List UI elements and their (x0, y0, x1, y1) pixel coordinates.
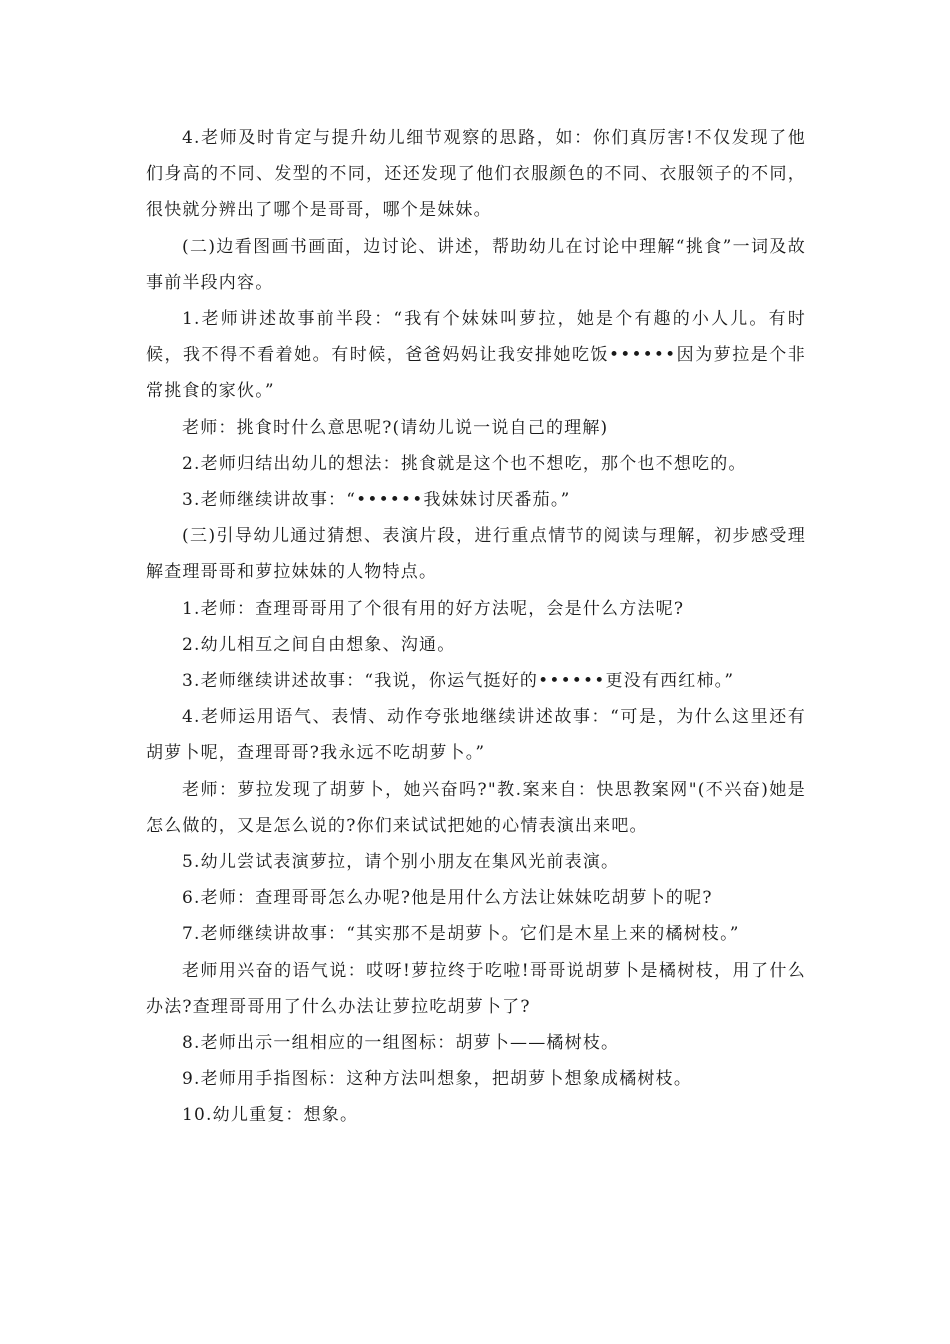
paragraph: 1.老师：查理哥哥用了个很有用的好方法呢，会是什么方法呢? (182, 598, 685, 619)
section-heading: (三)引导幼儿通过猜想、表演片段，进行重点情节的阅读与理解，初步感受理解查理哥哥和萝拉妹妹的人物特点。 (146, 526, 806, 583)
paragraph: 2.老师归结出幼儿的想法：挑食就是这个也不想吃，那个也不想吃的。 (182, 453, 747, 474)
paragraph: 4.老师运用语气、表情、动作夸张地继续讲述故事：“可是，为什么这里还有胡萝卜呢，查理哥哥?我永远不吃胡萝卜。” (146, 707, 806, 764)
paragraph: 5.幼儿尝试表演萝拉，请个别小朋友在集风光前表演。 (182, 852, 620, 873)
paragraph: 1.老师讲述故事前半段：“我有个妹妹叫萝拉，她是个有趣的小人儿。有时候，我不得不看着她。有时候，爸爸妈妈让我安排她吃饭••••••因为萝拉是个非常挑食的家伙。” (146, 309, 806, 402)
paragraph: 4.老师及时肯定与提升幼儿细节观察的思路，如：你们真厉害!不仅发现了他们身高的不同、发型的不同，还还发现了他们衣服颜色的不同、衣服领子的不同，很快就分辨出了哪个是哥哥，哪个是妹妹。 (146, 128, 806, 221)
paragraph: 老师：挑食时什么意思呢?(请幼儿说一说自己的理解) (182, 417, 609, 438)
paragraph: 老师：萝拉发现了胡萝卜，她兴奋吗?"教.案来自：快思教案网"(不兴奋)她是怎么做的，又是怎么说的?你们来试试把她的心情表演出来吧。 (146, 779, 806, 836)
paragraph: 3.老师继续讲述故事：“我说，你运气挺好的••••••更没有西红柿。” (182, 671, 735, 692)
document-body (146, 120, 806, 1134)
paragraph: 3.老师继续讲故事：“••••••我妹妹讨厌番茄。” (182, 490, 571, 511)
paragraph: 10.幼儿重复：想象。 (182, 1105, 359, 1126)
paragraph: 老师用兴奋的语气说：哎呀!萝拉终于吃啦!哥哥说胡萝卜是橘树枝，用了什么办法?查理哥哥用了什么办法让萝拉吃胡萝卜了? (146, 960, 806, 1017)
paragraph: 6.老师：查理哥哥怎么办呢?他是用什么方法让妹妹吃胡萝卜的呢? (182, 888, 713, 909)
paragraph: 8.老师出示一组相应的一组图标：胡萝卜——橘树枝。 (182, 1033, 620, 1054)
paragraph: 2.幼儿相互之间自由想象、沟通。 (182, 634, 456, 655)
paragraph: 9.老师用手指图标：这种方法叫想象，把胡萝卜想象成橘树枝。 (182, 1069, 693, 1090)
paragraph: 7.老师继续讲故事：“其实那不是胡萝卜。它们是木星上来的橘树枝。” (182, 924, 740, 945)
section-heading: (二)边看图画书画面，边讨论、讲述，帮助幼儿在讨论中理解“挑食”一词及故事前半段内容。 (146, 236, 806, 293)
